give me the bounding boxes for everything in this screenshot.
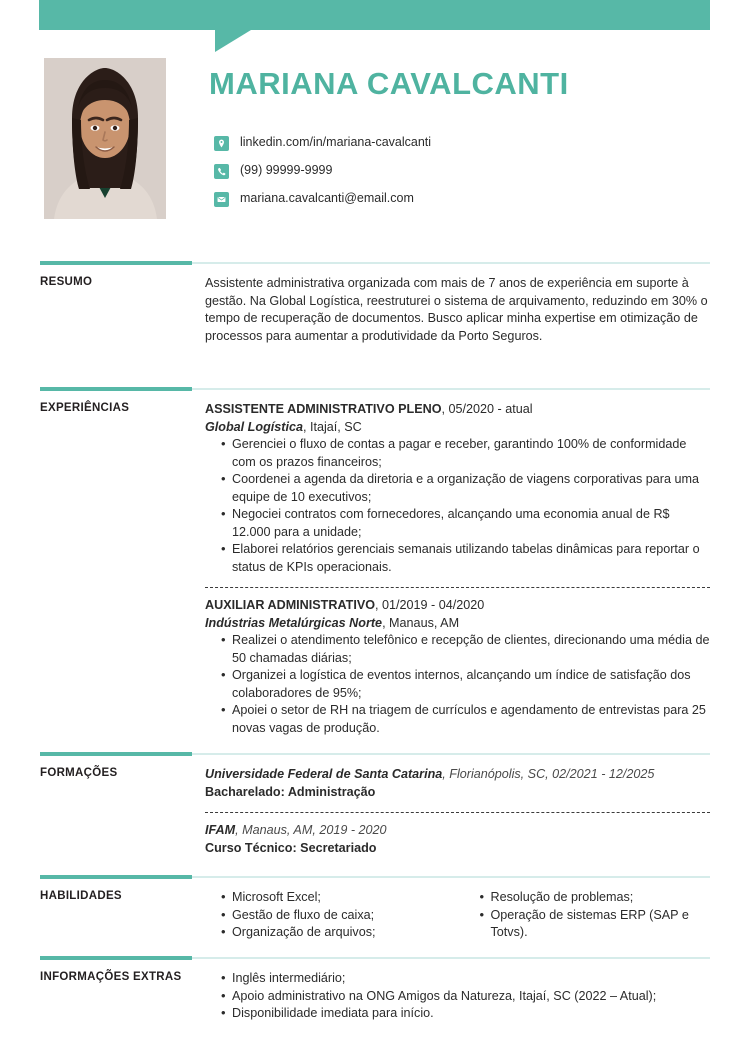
contact-row-linkedin[interactable]	[214, 134, 614, 151]
education-degree: Bacharelado: Administração	[205, 784, 376, 799]
contact-list	[214, 134, 614, 218]
entry-separator	[205, 812, 710, 813]
list-item: • Microsoft Excel;	[221, 889, 458, 907]
section-title-resumo: RESUMO	[40, 276, 93, 288]
contact-linkedin-text: linkedin.com/in/mariana-cavalcanti	[240, 135, 432, 149]
skill-list	[464, 889, 717, 942]
list-item: • Negociei contratos com fornecedores, alcançando uma economia anual de R$ 12.000 para a unidade;	[221, 506, 710, 541]
education-institution: Universidade Federal de Santa Catarina, Florianópolis, SC, 02/2021 - 12/2025	[205, 767, 655, 781]
section-divider	[40, 876, 710, 878]
list-item: • Disponibilidade imediata para início.	[221, 1005, 710, 1023]
education-entry	[205, 822, 710, 857]
job-company: Indústrias Metalúrgicas Norte, Manaus, AM	[205, 615, 460, 630]
section-divider	[40, 957, 710, 959]
section-divider	[40, 753, 710, 755]
section-formacoes	[40, 753, 710, 857]
experience-entry	[205, 597, 710, 737]
envelope-icon	[214, 192, 229, 207]
list-item: • Gerenciei o fluxo de contas a pagar e receber, garantindo 100% de conformidade com os prazos financeiros;	[221, 436, 710, 471]
education-institution: IFAM, Manaus, AM, 2019 - 2020	[205, 823, 387, 837]
page-title: MARIANA CAVALCANTI	[209, 66, 569, 101]
job-bullet-list	[205, 632, 710, 737]
section-resumo	[40, 262, 710, 345]
list-item: • Gestão de fluxo de caixa;	[221, 907, 458, 925]
section-habilidades	[40, 876, 710, 942]
list-item: • Coordenei a agenda da diretoria e a organização de viagens corporativas para uma equipe de 10 executivos;	[221, 471, 710, 506]
list-item: • Operação de sistemas ERP (SAP e Totvs).	[480, 907, 717, 942]
list-item: • Organizei a logística de eventos internos, alcançando um índice de satisfação dos colaboradores de 95%;	[221, 667, 710, 702]
location-pin-icon	[214, 136, 229, 151]
list-item: • Realizei o atendimento telefônico e recepção de clientes, direcionando uma média de 50 chamadas diárias;	[221, 632, 710, 667]
contact-email-text: mariana.cavalcanti@email.com	[240, 191, 414, 205]
banner-tail-icon	[215, 30, 251, 52]
list-item: • Apoio administrativo na ONG Amigos da Natureza, Itajaí, SC (2022 – Atual);	[221, 988, 710, 1006]
contact-row-email[interactable]	[214, 190, 614, 207]
banner-bar	[39, 0, 710, 30]
phone-icon	[214, 164, 229, 179]
section-title-habilidades: HABILIDADES	[40, 890, 122, 902]
list-item: • Elaborei relatórios gerenciais semanais utilizando tabelas dinâmicas para reportar o status de KPIs operacionais.	[221, 541, 710, 576]
avatar	[44, 58, 166, 219]
contact-row-phone[interactable]	[214, 162, 614, 179]
job-company: Global Logística, Itajaí, SC	[205, 419, 362, 434]
section-title-experiencias: EXPERIÊNCIAS	[40, 402, 130, 414]
list-item: • Organização de arquivos;	[221, 924, 458, 942]
section-divider	[40, 388, 710, 390]
list-item: • Apoiei o setor de RH na triagem de currículos e agendamento de entrevistas para 25 novas vagas de produção.	[221, 702, 710, 737]
section-title-informacoes-extras: INFORMAÇÕES EXTRAS	[40, 971, 182, 983]
skills-column-right	[458, 889, 717, 942]
education-entry	[205, 766, 710, 801]
education-degree: Curso Técnico: Secretariado	[205, 840, 377, 855]
entry-separator	[205, 587, 710, 588]
section-title-formacoes: FORMAÇÕES	[40, 767, 118, 779]
extra-info-list	[205, 970, 710, 1023]
job-role: AUXILIAR ADMINISTRATIVO, 01/2019 - 04/2020	[205, 598, 485, 612]
section-experiencias	[40, 388, 710, 737]
list-item: • Inglês intermediário;	[221, 970, 710, 988]
header-banner	[0, 0, 750, 50]
list-item: • Resolução de problemas;	[480, 889, 717, 907]
section-divider	[40, 262, 710, 264]
contact-phone-text: (99) 99999-9999	[240, 163, 333, 177]
job-role: ASSISTENTE ADMINISTRATIVO PLENO, 05/2020 - atual	[205, 402, 533, 416]
section-informacoes-extras	[40, 957, 710, 1023]
resumo-paragraph: Assistente administrativa organizada com mais de 7 anos de experiência em suporte à gestão. Na Global Logística, reestruturei o sistema de arquivamento, reduzindo em 30% o tempo de recuperação de documentos. Busco aplicar minha expertise em otimização de processos para aumentar a produtividade da Porto Seguros.	[205, 276, 708, 343]
skills-column-left	[205, 889, 458, 942]
skill-list	[205, 889, 458, 942]
job-bullet-list	[205, 436, 710, 576]
experience-entry	[205, 401, 710, 576]
